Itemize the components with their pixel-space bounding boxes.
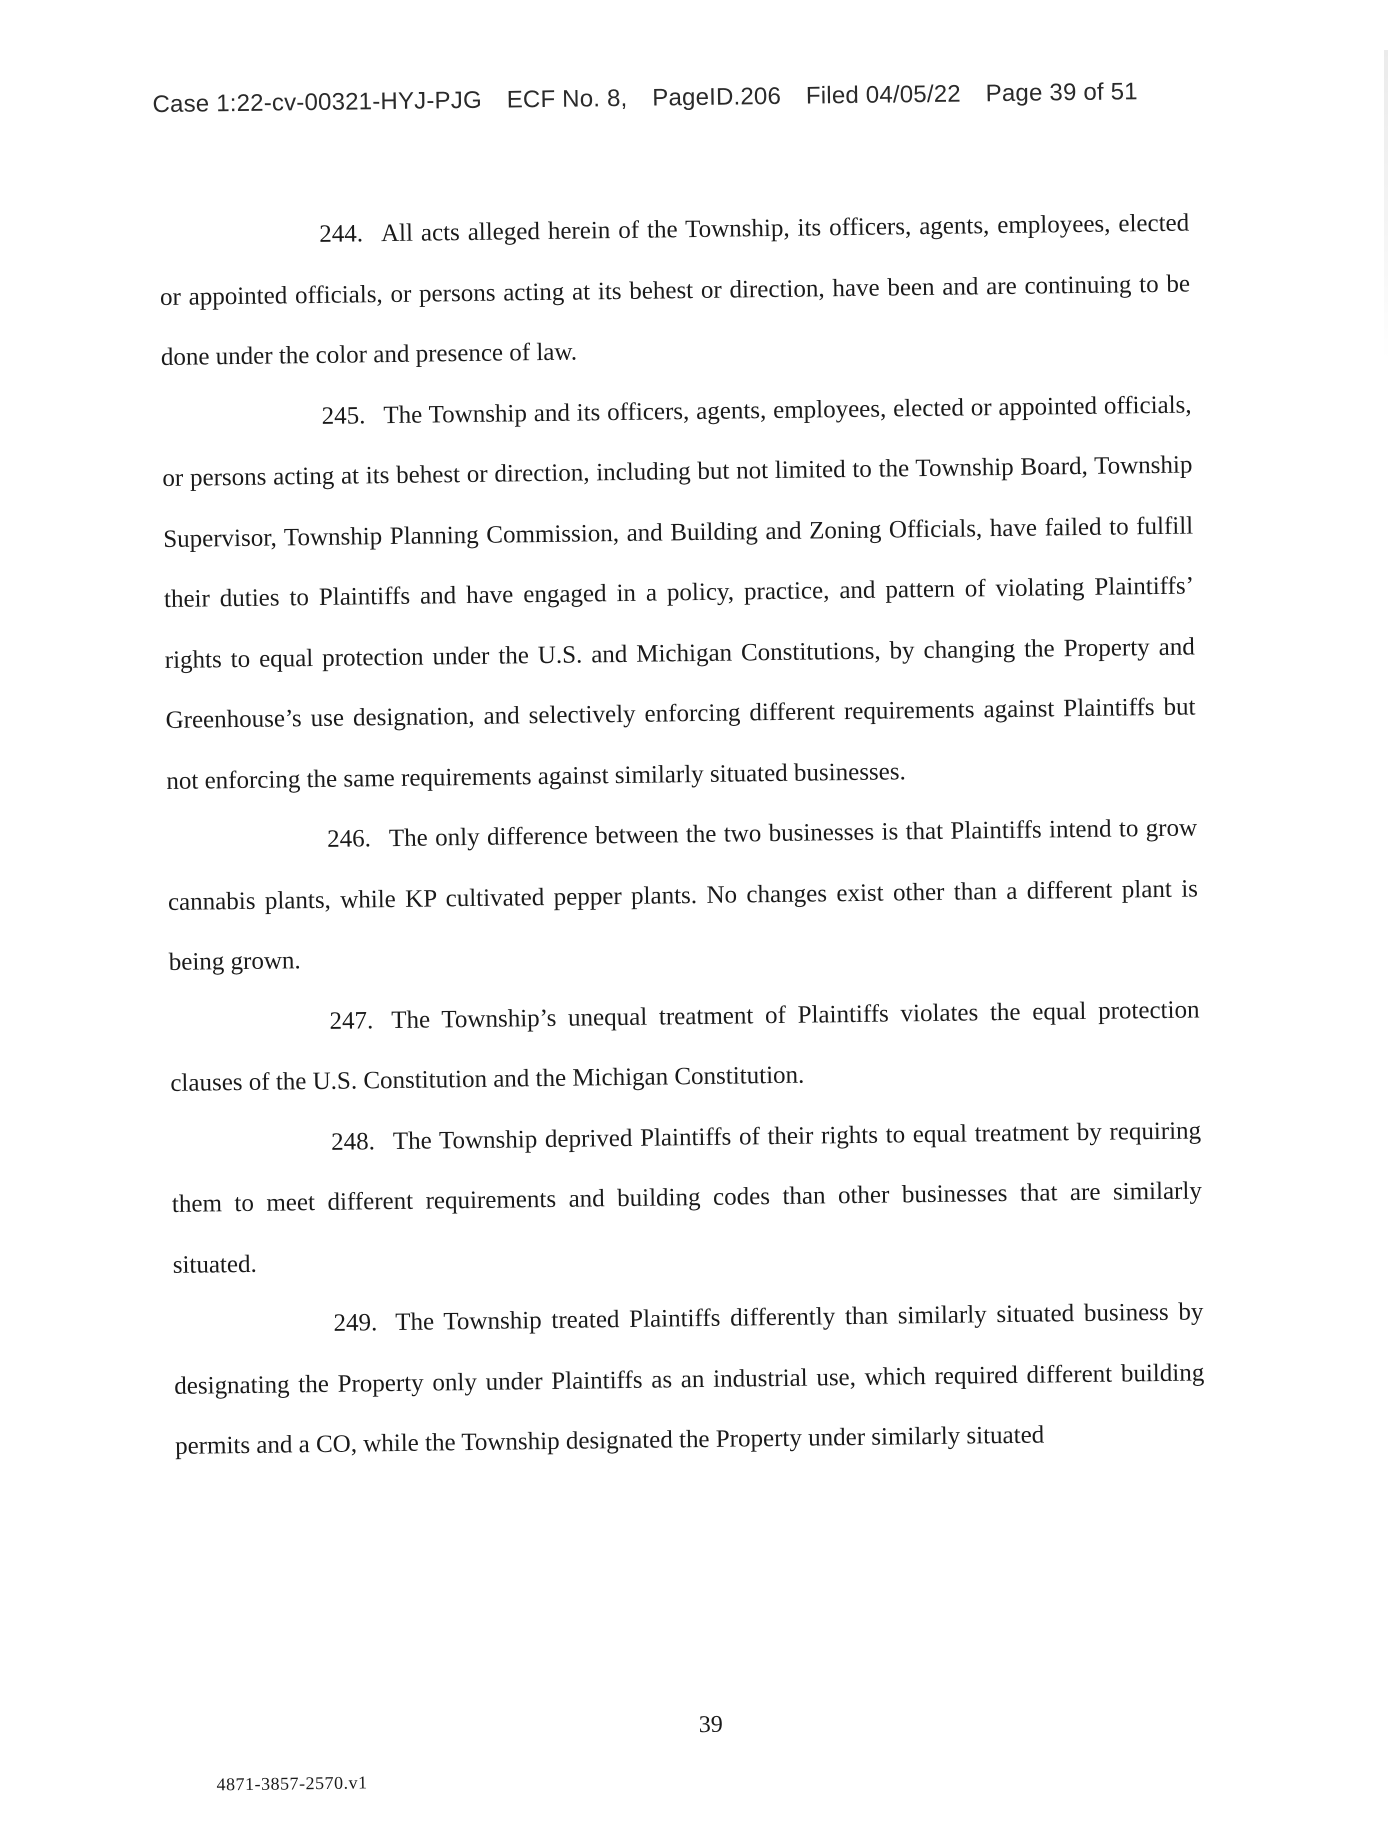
- document-id: 4871-3857-2570.v1: [216, 1772, 368, 1795]
- paragraph-248: [171, 1101, 1203, 1296]
- paragraph-text: All acts alleged herein of the Township, its officers, agents, employees, elected or appointed officials, or persons acting at its behest or direction, have been and are continuing to be done under the color and presence of law.: [159, 209, 1191, 372]
- paragraph-246: [167, 798, 1199, 993]
- ecf-number: ECF No. 8,: [506, 84, 628, 114]
- paragraph-number: 248.: [330, 1127, 376, 1156]
- paragraph-number: 249.: [333, 1309, 378, 1337]
- paragraph-number: 244.: [319, 220, 364, 248]
- scan-edge-shadow: [1384, 50, 1388, 360]
- paragraph-number: 246.: [326, 825, 372, 853]
- page-number: 39: [698, 1711, 723, 1739]
- paragraph-number: 247.: [329, 1006, 374, 1035]
- document-body: [159, 194, 1206, 1478]
- paragraph-244: [159, 194, 1191, 389]
- paragraph-247: [169, 980, 1200, 1114]
- filed-date: Filed 04/05/22: [805, 80, 962, 110]
- case-number: Case 1:22-cv-00321-HYJ-PJG: [152, 86, 483, 119]
- paragraph-text: The Township’s unequal treatment of Plaintiffs violates the equal protection clauses of the U.S. Constitution and the Michigan Constitution.: [170, 995, 1200, 1097]
- paragraph-text: The Township and its officers, agents, employees, elected or appointed officials, or persons acting at its behest or direction, including but not limited to the Township Board, Township Supervisor, Township Planning Commission, and Building and Zoning Officials, have failed to fulfill their duties to Plaintiffs and have engaged in a policy, practice, and pattern of violating Plaintiffs’ rights to equal protection under the U.S. and Michigan Constitutions, by changing the Property and Greenhouse’s use designation, and selectively enforcing different requirements against Plaintiffs but not enforcing the same requirements against similarly situated businesses.: [162, 391, 1196, 795]
- case-header: [152, 78, 1138, 119]
- paragraph-number: 245.: [321, 401, 366, 430]
- page-id: PageID.206: [652, 82, 782, 112]
- page-count: Page 39 of 51: [985, 78, 1138, 108]
- paragraph-text: The only difference between the two businesses is that Plaintiffs intend to grow cannabis plants, while KP cultivated pepper plants. No changes exist other than a different plant is being grown.: [167, 814, 1199, 976]
- paragraph-text: The Township deprived Plaintiffs of their rights to equal treatment by requiring them to meet different requirements and building codes than other businesses that are similarly situated.: [171, 1116, 1203, 1279]
- paragraph-245: [161, 375, 1196, 812]
- paragraph-text: The Township treated Plaintiffs differently than similarly situated business by designating the Property only under Plaintiffs as an industrial use, which required different building permits and a CO, while the Township designated the Property under similarly situated: [174, 1298, 1205, 1460]
- paragraph-249: [173, 1282, 1205, 1477]
